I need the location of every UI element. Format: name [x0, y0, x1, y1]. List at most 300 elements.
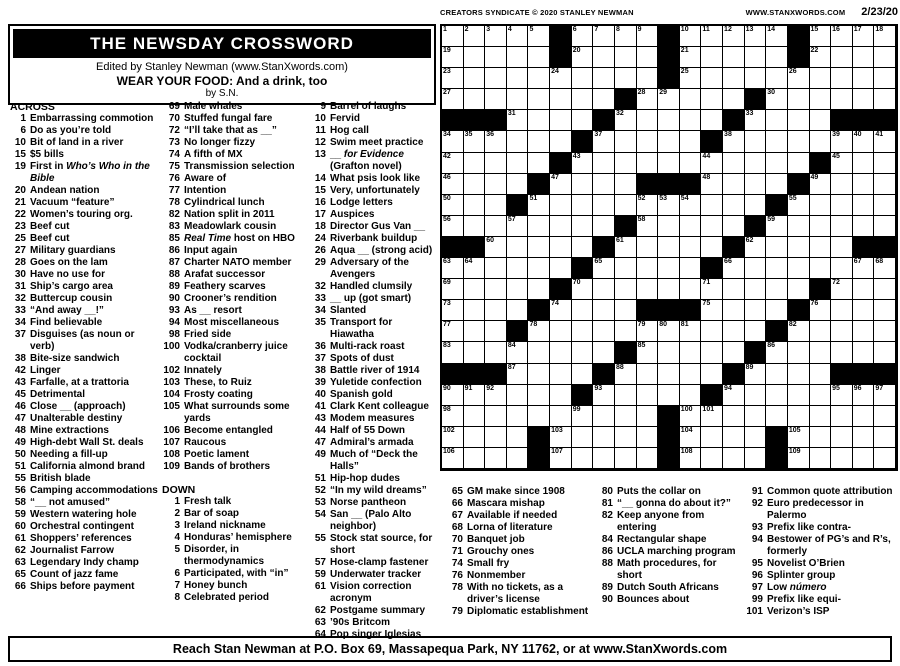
grid-cell[interactable]: [507, 131, 529, 152]
grid-cell[interactable]: [572, 364, 594, 385]
grid-cell[interactable]: [485, 385, 507, 406]
grid-cell[interactable]: [853, 279, 875, 300]
grid-cell[interactable]: [680, 385, 702, 406]
grid-cell[interactable]: [766, 385, 788, 406]
grid-cell[interactable]: [701, 342, 723, 363]
grid-cell[interactable]: [572, 427, 594, 448]
grid-cell[interactable]: [637, 195, 659, 216]
grid-cell[interactable]: [572, 89, 594, 110]
grid-cell[interactable]: [442, 342, 464, 363]
grid-cell[interactable]: [874, 385, 896, 406]
grid-cell[interactable]: [637, 321, 659, 342]
grid-cell[interactable]: [701, 68, 723, 89]
grid-cell[interactable]: [723, 300, 745, 321]
grid-cell[interactable]: [550, 258, 572, 279]
grid-cell[interactable]: [464, 385, 486, 406]
grid-cell[interactable]: [528, 153, 550, 174]
grid-cell[interactable]: [788, 68, 810, 89]
grid-cell[interactable]: [464, 26, 486, 47]
grid-cell[interactable]: [637, 153, 659, 174]
grid-cell[interactable]: [723, 427, 745, 448]
grid-cell[interactable]: [507, 68, 529, 89]
grid-cell[interactable]: [507, 47, 529, 68]
grid-cell[interactable]: [507, 427, 529, 448]
grid-cell[interactable]: [572, 174, 594, 195]
grid-cell[interactable]: [745, 110, 767, 131]
grid-cell[interactable]: [550, 195, 572, 216]
grid-cell[interactable]: [637, 110, 659, 131]
grid-cell[interactable]: [658, 364, 680, 385]
grid-cell[interactable]: [593, 321, 615, 342]
grid-cell[interactable]: [831, 427, 853, 448]
grid-cell[interactable]: [637, 216, 659, 237]
grid-cell[interactable]: [701, 300, 723, 321]
grid-cell[interactable]: [810, 406, 832, 427]
grid-cell[interactable]: [572, 153, 594, 174]
grid-cell[interactable]: [810, 300, 832, 321]
grid-cell[interactable]: [550, 89, 572, 110]
grid-cell[interactable]: [680, 321, 702, 342]
grid-cell[interactable]: [680, 26, 702, 47]
grid-cell[interactable]: [442, 89, 464, 110]
grid-cell[interactable]: [853, 153, 875, 174]
grid-cell[interactable]: [810, 110, 832, 131]
grid-cell[interactable]: [788, 279, 810, 300]
grid-cell[interactable]: [528, 68, 550, 89]
grid-cell[interactable]: [528, 258, 550, 279]
grid-cell[interactable]: [831, 385, 853, 406]
grid-cell[interactable]: [593, 385, 615, 406]
grid-cell[interactable]: [810, 258, 832, 279]
grid-cell[interactable]: [745, 364, 767, 385]
grid-cell[interactable]: [572, 237, 594, 258]
grid-cell[interactable]: [528, 279, 550, 300]
grid-cell[interactable]: [442, 448, 464, 469]
grid-cell[interactable]: [745, 385, 767, 406]
grid-cell[interactable]: [442, 26, 464, 47]
grid-cell[interactable]: [680, 406, 702, 427]
grid-cell[interactable]: [810, 174, 832, 195]
grid-cell[interactable]: [745, 68, 767, 89]
grid-cell[interactable]: [831, 279, 853, 300]
grid-cell[interactable]: [810, 448, 832, 469]
grid-cell[interactable]: [507, 364, 529, 385]
grid-cell[interactable]: [593, 153, 615, 174]
grid-cell[interactable]: [701, 26, 723, 47]
grid-cell[interactable]: [593, 195, 615, 216]
grid-cell[interactable]: [680, 427, 702, 448]
grid-cell[interactable]: [874, 279, 896, 300]
grid-cell[interactable]: [680, 258, 702, 279]
grid-cell[interactable]: [637, 258, 659, 279]
grid-cell[interactable]: [853, 427, 875, 448]
grid-cell[interactable]: [766, 300, 788, 321]
grid-cell[interactable]: [442, 258, 464, 279]
grid-cell[interactable]: [485, 321, 507, 342]
grid-cell[interactable]: [680, 68, 702, 89]
grid-cell[interactable]: [701, 364, 723, 385]
grid-cell[interactable]: [442, 321, 464, 342]
grid-cell[interactable]: [528, 385, 550, 406]
grid-cell[interactable]: [507, 174, 529, 195]
grid-cell[interactable]: [853, 131, 875, 152]
grid-cell[interactable]: [874, 195, 896, 216]
grid-cell[interactable]: [528, 195, 550, 216]
grid-cell[interactable]: [550, 300, 572, 321]
grid-cell[interactable]: [831, 321, 853, 342]
grid-cell[interactable]: [831, 406, 853, 427]
grid-cell[interactable]: [874, 174, 896, 195]
grid-cell[interactable]: [593, 279, 615, 300]
grid-cell[interactable]: [874, 342, 896, 363]
grid-cell[interactable]: [593, 26, 615, 47]
grid-cell[interactable]: [831, 174, 853, 195]
grid-cell[interactable]: [572, 321, 594, 342]
grid-cell[interactable]: [593, 427, 615, 448]
grid-cell[interactable]: [593, 300, 615, 321]
grid-cell[interactable]: [810, 364, 832, 385]
grid-cell[interactable]: [464, 406, 486, 427]
grid-cell[interactable]: [658, 131, 680, 152]
grid-cell[interactable]: [485, 216, 507, 237]
grid-cell[interactable]: [572, 110, 594, 131]
grid-cell[interactable]: [723, 258, 745, 279]
grid-cell[interactable]: [853, 300, 875, 321]
grid-cell[interactable]: [788, 110, 810, 131]
grid-cell[interactable]: [637, 427, 659, 448]
grid-cell[interactable]: [637, 26, 659, 47]
grid-cell[interactable]: [766, 153, 788, 174]
grid-cell[interactable]: [615, 195, 637, 216]
grid-cell[interactable]: [745, 321, 767, 342]
grid-cell[interactable]: [723, 26, 745, 47]
grid-cell[interactable]: [485, 342, 507, 363]
grid-cell[interactable]: [528, 47, 550, 68]
grid-cell[interactable]: [593, 47, 615, 68]
grid-cell[interactable]: [874, 153, 896, 174]
grid-cell[interactable]: [723, 131, 745, 152]
grid-cell[interactable]: [766, 47, 788, 68]
grid-cell[interactable]: [701, 195, 723, 216]
grid-cell[interactable]: [745, 448, 767, 469]
grid-cell[interactable]: [507, 258, 529, 279]
grid-cell[interactable]: [874, 258, 896, 279]
grid-cell[interactable]: [485, 448, 507, 469]
grid-cell[interactable]: [572, 195, 594, 216]
grid-cell[interactable]: [507, 110, 529, 131]
grid-cell[interactable]: [550, 110, 572, 131]
grid-cell[interactable]: [658, 195, 680, 216]
grid-cell[interactable]: [572, 406, 594, 427]
grid-cell[interactable]: [766, 216, 788, 237]
grid-cell[interactable]: [528, 110, 550, 131]
grid-cell[interactable]: [788, 258, 810, 279]
grid-cell[interactable]: [507, 342, 529, 363]
grid-cell[interactable]: [615, 26, 637, 47]
grid-cell[interactable]: [528, 364, 550, 385]
grid-cell[interactable]: [874, 427, 896, 448]
grid-cell[interactable]: [874, 47, 896, 68]
grid-cell[interactable]: [507, 448, 529, 469]
grid-cell[interactable]: [680, 110, 702, 131]
grid-cell[interactable]: [788, 153, 810, 174]
grid-cell[interactable]: [853, 342, 875, 363]
grid-cell[interactable]: [507, 216, 529, 237]
grid-cell[interactable]: [485, 300, 507, 321]
grid-cell[interactable]: [485, 406, 507, 427]
grid-cell[interactable]: [723, 342, 745, 363]
grid-cell[interactable]: [572, 216, 594, 237]
grid-cell[interactable]: [615, 47, 637, 68]
grid-cell[interactable]: [701, 47, 723, 68]
grid-cell[interactable]: [442, 385, 464, 406]
grid-cell[interactable]: [572, 300, 594, 321]
grid-cell[interactable]: [593, 174, 615, 195]
grid-cell[interactable]: [788, 321, 810, 342]
grid-cell[interactable]: [572, 26, 594, 47]
grid-cell[interactable]: [874, 68, 896, 89]
grid-cell[interactable]: [615, 448, 637, 469]
grid-cell[interactable]: [701, 427, 723, 448]
grid-cell[interactable]: [874, 300, 896, 321]
grid-cell[interactable]: [831, 258, 853, 279]
grid-cell[interactable]: [723, 448, 745, 469]
grid-cell[interactable]: [745, 174, 767, 195]
grid-cell[interactable]: [680, 195, 702, 216]
grid-cell[interactable]: [680, 342, 702, 363]
grid-cell[interactable]: [528, 131, 550, 152]
grid-cell[interactable]: [810, 195, 832, 216]
grid-cell[interactable]: [766, 258, 788, 279]
grid-cell[interactable]: [810, 427, 832, 448]
grid-cell[interactable]: [550, 216, 572, 237]
grid-cell[interactable]: [658, 279, 680, 300]
grid-cell[interactable]: [658, 216, 680, 237]
grid-cell[interactable]: [874, 406, 896, 427]
grid-cell[interactable]: [788, 406, 810, 427]
grid-cell[interactable]: [507, 279, 529, 300]
grid-cell[interactable]: [766, 26, 788, 47]
grid-cell[interactable]: [637, 406, 659, 427]
grid-cell[interactable]: [810, 26, 832, 47]
grid-cell[interactable]: [766, 237, 788, 258]
grid-cell[interactable]: [745, 131, 767, 152]
grid-cell[interactable]: [550, 237, 572, 258]
grid-cell[interactable]: [485, 195, 507, 216]
grid-cell[interactable]: [550, 448, 572, 469]
grid-cell[interactable]: [701, 153, 723, 174]
grid-cell[interactable]: [810, 47, 832, 68]
grid-cell[interactable]: [745, 153, 767, 174]
grid-cell[interactable]: [788, 385, 810, 406]
grid-cell[interactable]: [507, 385, 529, 406]
grid-cell[interactable]: [442, 47, 464, 68]
grid-cell[interactable]: [615, 131, 637, 152]
grid-cell[interactable]: [853, 406, 875, 427]
grid-cell[interactable]: [701, 89, 723, 110]
grid-cell[interactable]: [766, 68, 788, 89]
grid-cell[interactable]: [788, 364, 810, 385]
grid-cell[interactable]: [745, 237, 767, 258]
grid-cell[interactable]: [745, 279, 767, 300]
grid-cell[interactable]: [745, 47, 767, 68]
grid-cell[interactable]: [507, 89, 529, 110]
grid-cell[interactable]: [874, 448, 896, 469]
grid-cell[interactable]: [615, 279, 637, 300]
grid-cell[interactable]: [442, 174, 464, 195]
grid-cell[interactable]: [680, 47, 702, 68]
grid-cell[interactable]: [701, 406, 723, 427]
grid-cell[interactable]: [550, 321, 572, 342]
grid-cell[interactable]: [658, 321, 680, 342]
grid-cell[interactable]: [637, 47, 659, 68]
grid-cell[interactable]: [528, 321, 550, 342]
grid-cell[interactable]: [831, 153, 853, 174]
grid-cell[interactable]: [485, 153, 507, 174]
grid-cell[interactable]: [723, 153, 745, 174]
grid-cell[interactable]: [464, 47, 486, 68]
grid-cell[interactable]: [874, 89, 896, 110]
grid-cell[interactable]: [766, 110, 788, 131]
grid-cell[interactable]: [831, 131, 853, 152]
grid-cell[interactable]: [766, 364, 788, 385]
grid-cell[interactable]: [810, 342, 832, 363]
grid-cell[interactable]: [701, 279, 723, 300]
grid-cell[interactable]: [658, 153, 680, 174]
grid-cell[interactable]: [485, 279, 507, 300]
grid-cell[interactable]: [507, 26, 529, 47]
grid-cell[interactable]: [831, 68, 853, 89]
grid-cell[interactable]: [831, 89, 853, 110]
grid-cell[interactable]: [507, 153, 529, 174]
grid-cell[interactable]: [831, 448, 853, 469]
grid-cell[interactable]: [485, 258, 507, 279]
grid-cell[interactable]: [701, 448, 723, 469]
grid-cell[interactable]: [572, 342, 594, 363]
grid-cell[interactable]: [615, 110, 637, 131]
grid-cell[interactable]: [507, 406, 529, 427]
grid-cell[interactable]: [658, 385, 680, 406]
grid-cell[interactable]: [874, 321, 896, 342]
grid-cell[interactable]: [442, 153, 464, 174]
grid-cell[interactable]: [637, 279, 659, 300]
grid-cell[interactable]: [853, 47, 875, 68]
grid-cell[interactable]: [874, 26, 896, 47]
grid-cell[interactable]: [853, 258, 875, 279]
grid-cell[interactable]: [442, 300, 464, 321]
grid-cell[interactable]: [810, 216, 832, 237]
grid-cell[interactable]: [550, 364, 572, 385]
grid-cell[interactable]: [464, 131, 486, 152]
grid-cell[interactable]: [680, 131, 702, 152]
grid-cell[interactable]: [485, 47, 507, 68]
grid-cell[interactable]: [766, 342, 788, 363]
grid-cell[interactable]: [637, 131, 659, 152]
grid-cell[interactable]: [615, 68, 637, 89]
grid-cell[interactable]: [615, 427, 637, 448]
grid-cell[interactable]: [615, 258, 637, 279]
grid-cell[interactable]: [874, 216, 896, 237]
grid-cell[interactable]: [788, 195, 810, 216]
grid-cell[interactable]: [810, 237, 832, 258]
grid-cell[interactable]: [853, 195, 875, 216]
grid-cell[interactable]: [464, 427, 486, 448]
grid-cell[interactable]: [723, 216, 745, 237]
grid-cell[interactable]: [874, 131, 896, 152]
grid-cell[interactable]: [593, 258, 615, 279]
grid-cell[interactable]: [485, 174, 507, 195]
grid-cell[interactable]: [572, 279, 594, 300]
grid-cell[interactable]: [745, 258, 767, 279]
grid-cell[interactable]: [593, 448, 615, 469]
grid-cell[interactable]: [831, 47, 853, 68]
grid-cell[interactable]: [593, 406, 615, 427]
grid-cell[interactable]: [485, 427, 507, 448]
grid-cell[interactable]: [528, 342, 550, 363]
grid-cell[interactable]: [615, 364, 637, 385]
grid-cell[interactable]: [766, 89, 788, 110]
grid-cell[interactable]: [442, 427, 464, 448]
grid-cell[interactable]: [442, 195, 464, 216]
grid-cell[interactable]: [723, 385, 745, 406]
grid-cell[interactable]: [766, 279, 788, 300]
grid-cell[interactable]: [723, 68, 745, 89]
grid-cell[interactable]: [831, 237, 853, 258]
grid-cell[interactable]: [723, 195, 745, 216]
grid-cell[interactable]: [658, 258, 680, 279]
grid-cell[interactable]: [831, 342, 853, 363]
grid-cell[interactable]: [442, 216, 464, 237]
grid-cell[interactable]: [485, 237, 507, 258]
grid-cell[interactable]: [745, 300, 767, 321]
grid-cell[interactable]: [766, 174, 788, 195]
grid-cell[interactable]: [680, 89, 702, 110]
grid-cell[interactable]: [853, 26, 875, 47]
grid-cell[interactable]: [637, 68, 659, 89]
grid-cell[interactable]: [810, 131, 832, 152]
grid-cell[interactable]: [680, 364, 702, 385]
grid-cell[interactable]: [528, 26, 550, 47]
grid-cell[interactable]: [507, 300, 529, 321]
grid-cell[interactable]: [701, 237, 723, 258]
grid-cell[interactable]: [615, 300, 637, 321]
grid-cell[interactable]: [464, 174, 486, 195]
grid-cell[interactable]: [658, 342, 680, 363]
grid-cell[interactable]: [701, 216, 723, 237]
grid-cell[interactable]: [701, 174, 723, 195]
grid-cell[interactable]: [550, 131, 572, 152]
grid-cell[interactable]: [615, 237, 637, 258]
grid-cell[interactable]: [485, 89, 507, 110]
grid-cell[interactable]: [572, 448, 594, 469]
grid-cell[interactable]: [637, 89, 659, 110]
grid-cell[interactable]: [810, 89, 832, 110]
grid-cell[interactable]: [853, 68, 875, 89]
grid-cell[interactable]: [723, 321, 745, 342]
grid-cell[interactable]: [810, 68, 832, 89]
grid-cell[interactable]: [464, 89, 486, 110]
grid-cell[interactable]: [593, 68, 615, 89]
grid-cell[interactable]: [723, 279, 745, 300]
grid-cell[interactable]: [507, 237, 529, 258]
grid-cell[interactable]: [680, 216, 702, 237]
grid-cell[interactable]: [745, 427, 767, 448]
grid-cell[interactable]: [593, 216, 615, 237]
grid-cell[interactable]: [831, 216, 853, 237]
grid-cell[interactable]: [745, 195, 767, 216]
grid-cell[interactable]: [853, 174, 875, 195]
grid-cell[interactable]: [464, 300, 486, 321]
